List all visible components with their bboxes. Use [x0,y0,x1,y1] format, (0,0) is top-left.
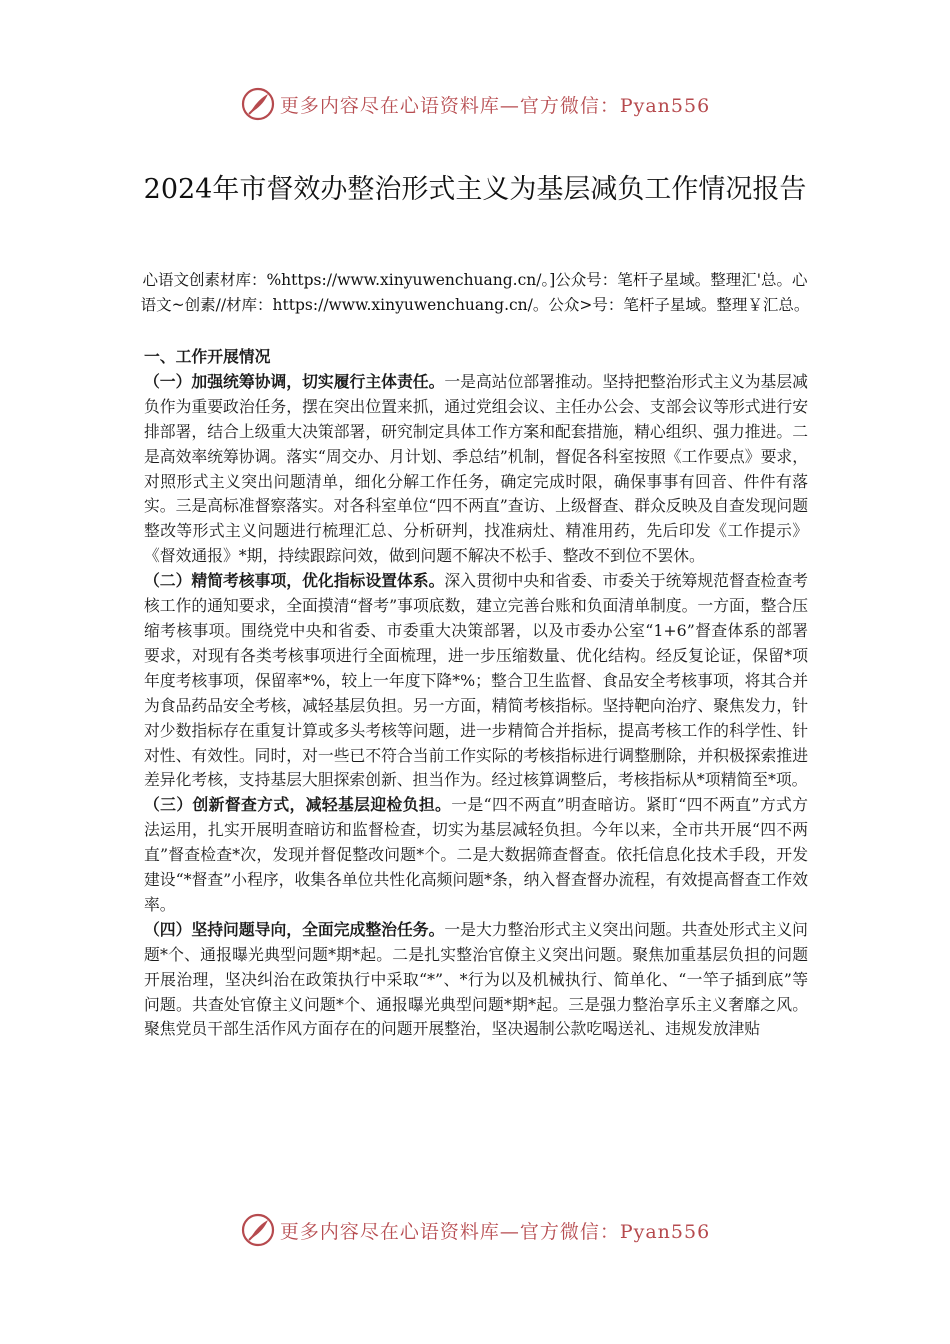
paragraph-text: 深入贯彻中央和省委、市委关于统筹规范督查检查考核工作的通知要求，全面摸清“督考”事项底数，建立完善台账和负面清单制度。一方面，整合压缩考核事项。围绕党中央和省委、市委重大决策部署，以及市委办公室“1+6”督查体系的部署要求，对现有各类考核事项进行全面梳理，进一步压缩数量、优化结构。经反复论证，保留*项年度考核事项，保留率*%，较上一年度下降*%；整合卫生监督、食品安全考核事项，将其合并为食品药品安全考核，减轻基层负担。另一方面，精简考核指标。坚持靶向治疗、聚焦发力，针对少数指标存在重复计算或多头考核等问题，进一步精简合并指标，提高考核工作的科学性、针对性、有效性。同时，对一些已不符合当前工作实际的考核指标进行调整删除，并积极探索推进差异化考核，支持基层大胆探索创新、担当作为。经过核算调整后，考核指标从*项精简至*项。 [144,571,808,790]
paragraph-text: 一是高站位部署推动。坚持把整治形式主义为基层减负作为重要政治任务，摆在突出位置来抓，通过党组会议、主任办公会、支部会议等形式进行安排部署，结合上级重大决策部署，研究制定具体工作方案和配套措施，精心组织、强力推进。二是高效率统筹协调。落实“周交办、月计划、季总结”机制，督促各科室按照《工作要点》要求，对照形式主义突出问题清单，细化分解工作任务，确定完成时限，确保事事有回音、件件有落实。三是高标准督察落实。对各科室单位“四不两直”查访、上级督查、群众反映及自查发现问题整改等形式主义问题进行梳理汇总、分析研判，找准病灶、精准用药，先后印发《工作提示》《督效通报》*期，持续跟踪问效，做到问题不解决不松手、整改不到位不罢休。 [144,371,808,566]
source-note: 心语文创素材库：%https://www.xinyuwenchuang.cn/。]公众号：笔杆子星域。整理汇'总。心语文~创素//材库：https://www.xinyuwenchuang.cn/。公众>号：笔杆子星域。整理￥汇总。 [140,271,810,314]
paragraph-text: 一是“四不两直”明查暗访。紧盯“四不两直”方式方法运用，扎实开展明查暗访和监督检查，切实为基层减轻负担。今年以来，全市共开展“四不两直”督查检查*次，发现并督促整改问题*个。二是大数据筛查督查。依托信息化技术手段，开发建设“*督查”小程序，收集各单位共性化高频问题*条，纳入督查督办流程，有效提高督查工作效率。 [144,795,808,914]
paragraph-text: 一是大力整治形式主义突出问题。共查处形式主义问题*个、通报曝光典型问题*期*起。二是扎实整治官僚主义突出问题。聚焦加重基层负担的问题开展治理，坚决纠治在政策执行中采取“*”、*行为以及机械执行、简单化、“一竿子插到底”等问题。共查处官僚主义问题*个、通报曝光典型问题*期*起。三是强力整治享乐主义奢靡之风。聚焦党员干部生活作风方面存在的问题开展整治，坚决遏制公款吃喝送礼、违规发放津贴 [144,919,808,1039]
banner-text: 更多内容尽在心语资料库—官方微信：Pyan556 [279,1220,711,1243]
paragraph-4 [144,918,808,1043]
paragraph-heading: （四）坚持问题导向，全面完成整治任务。 [144,919,445,939]
quill-pen-logo-icon [240,1212,276,1248]
paragraph-2 [144,569,808,793]
paragraph-3 [144,793,808,918]
paragraph-heading: （一）加强统筹协调，切实履行主体责任。 [144,371,445,391]
banner-text: 更多内容尽在心语资料库—官方微信：Pyan556 [279,94,711,117]
document-body [144,345,808,1042]
header-banner [0,84,950,124]
document-title: 2024年市督效办整治形式主义为基层减负工作情况报告 [143,174,807,206]
section-heading: 一、工作开展情况 [144,347,271,366]
paragraph-heading: （二）精简考核事项，优化指标设置体系。 [144,571,445,591]
footer-banner [0,1210,950,1250]
quill-pen-logo-icon [240,86,276,122]
paragraph-heading: （三）创新督查方式，减轻基层迎检负担。 [144,795,452,815]
paragraph-1 [144,370,808,569]
